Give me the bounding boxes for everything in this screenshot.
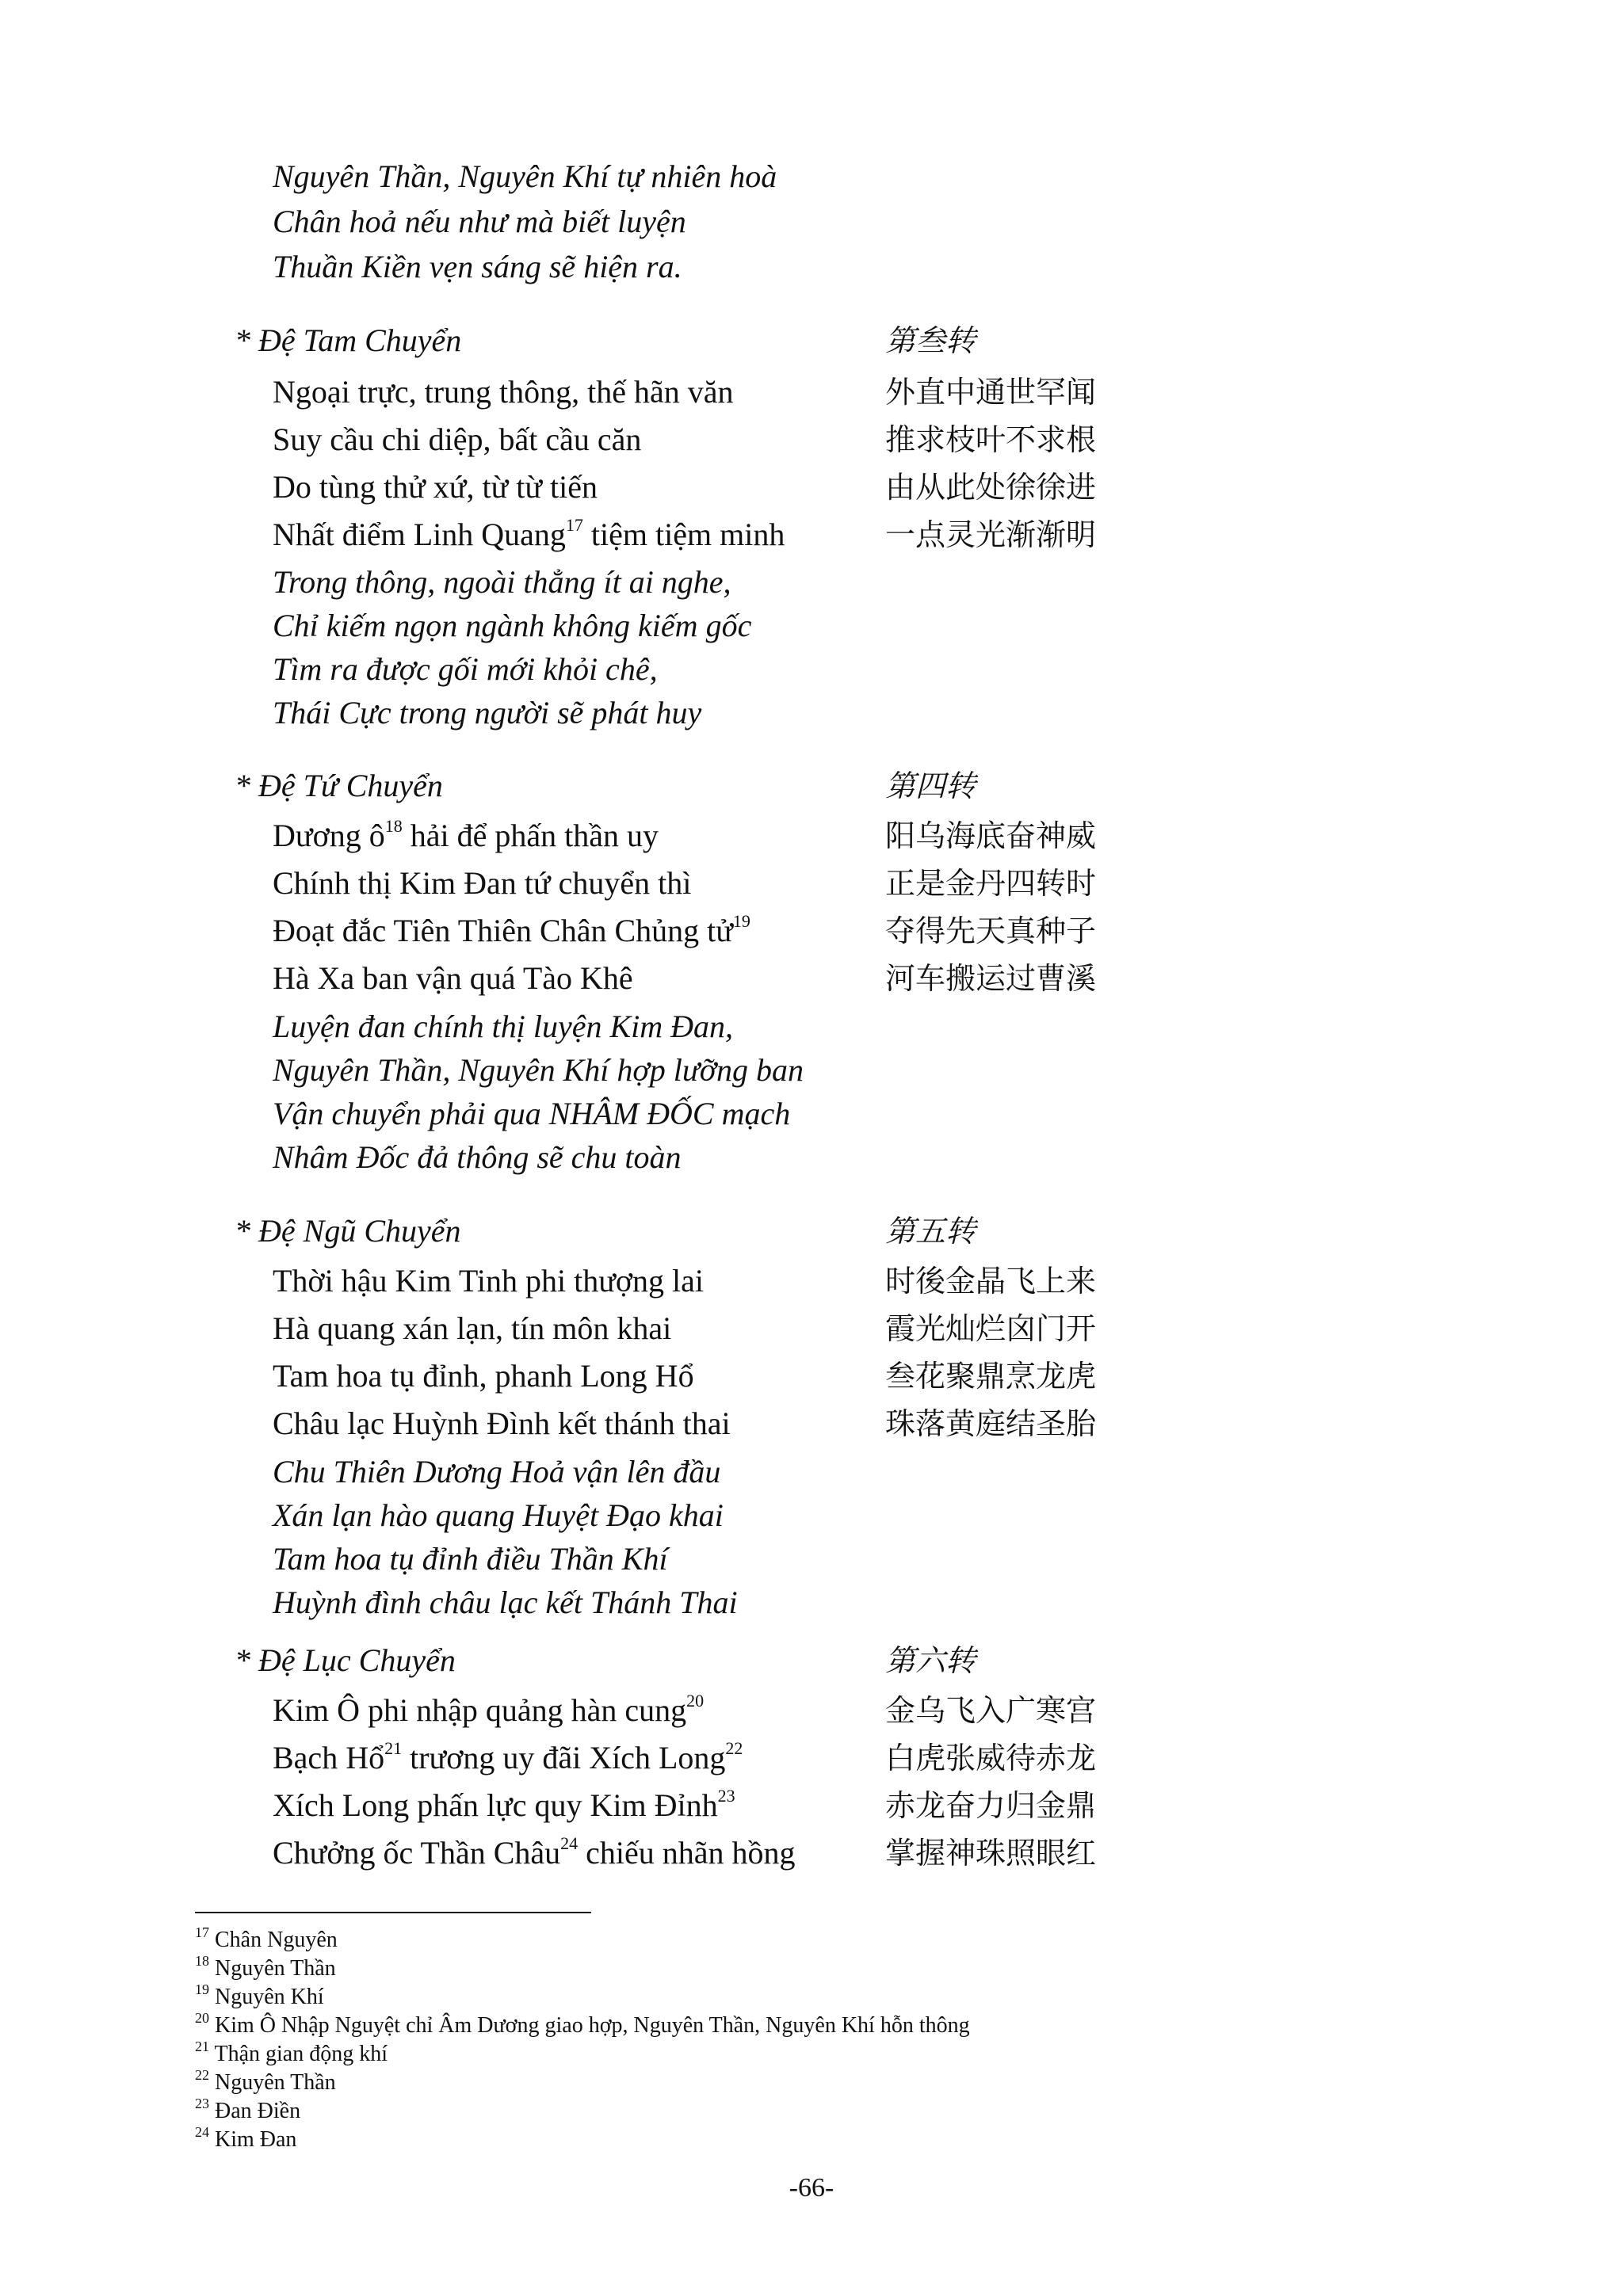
section-heading: * Đệ Ngũ Chuyển: [235, 1213, 461, 1249]
poem-line: Thái Cực trong người sẽ phát huy: [273, 695, 702, 730]
poem-line: Tam hoa tụ đỉnh, phanh Long Hổ: [273, 1358, 694, 1394]
poem-line: Chưởng ốc Thần Châu$^{24}$ chiếu nhãn hồng: [273, 1833, 796, 1871]
footnote-ref: 23: [717, 1785, 735, 1806]
han-heading: 第六转: [885, 1643, 976, 1678]
footnote: $^{18}$ Nguyên Thần: [195, 1952, 336, 1981]
han-line: 时後金晶飞上来: [885, 1264, 1097, 1299]
footnote-ref: 17: [565, 514, 583, 535]
footnote-ref: 24: [560, 1833, 579, 1853]
poem-line: Xích Long phấn lực quy Kim Đỉnh$^{23}$: [273, 1785, 735, 1823]
section-heading: * Đệ Lục Chuyển: [235, 1642, 456, 1678]
poem-line: Tam hoa tụ đỉnh điều Thần Khí: [273, 1541, 668, 1577]
poem-line: Ngoại trực, trung thông, thế hãn văn: [273, 374, 734, 410]
poem-line: Vận chuyển phải qua NHÂM ĐỐC mạch: [273, 1096, 791, 1131]
poem-line: Kim Ô phi nhập quảng hàn cung$^{20}$: [273, 1690, 705, 1728]
han-heading: 第叁转: [885, 323, 976, 358]
poem-line: Nhâm Đốc đả thông sẽ chu toàn: [273, 1139, 682, 1175]
poem-line: Bạch Hổ$^{21}$ trương uy đãi Xích Long$^{22}$: [273, 1737, 743, 1775]
poem-line: Đoạt đắc Tiên Thiên Chân Chủng tử$^{19}$: [273, 910, 750, 948]
han-line: 一点灵光渐渐明: [885, 517, 1097, 552]
han-line: 珠落黄庭结圣胎: [885, 1406, 1097, 1441]
footnote: $^{19}$ Nguyên Khí: [195, 1981, 324, 2009]
section-heading: * Đệ Tam Chuyển: [235, 322, 462, 358]
han-line: 推求枝叶不求根: [885, 422, 1097, 457]
poem-line: Thuần Kiền vẹn sáng sẽ hiện ra.: [273, 249, 682, 284]
footnote-ref: 20: [686, 1690, 705, 1711]
footnote: $^{21}$ Thận gian động khí: [195, 2038, 388, 2066]
poem-line: Dương $ô^{18}$ hải để phấn thần uy: [273, 815, 659, 853]
footnote: $^{22}$ Nguyên Thần: [195, 2066, 336, 2095]
footnote: $^{24}$ Kim Đan: [195, 2123, 297, 2152]
han-line: 夺得先天真种子: [885, 913, 1097, 948]
section-heading: * Đệ Tứ Chuyển: [235, 768, 443, 803]
footnote: $^{17}$ Chân Nguyên: [195, 1924, 338, 1952]
han-line: 金乌飞入广寒宫: [885, 1693, 1097, 1728]
poem-line: Chỉ kiếm ngọn ngành không kiếm gốc: [273, 608, 752, 643]
poem-line: Luyện đan chính thị luyện Kim Đan,: [273, 1009, 734, 1044]
footnote-ref: 19: [732, 910, 750, 931]
poem-line: Xán lạn hào quang Huyệt Đạo khai: [273, 1497, 724, 1533]
han-heading: 第四转: [885, 769, 976, 803]
poem-line: Do tùng thử xứ, từ từ tiến: [273, 469, 598, 505]
footnote: $^{23}$ Đan Điền: [195, 2095, 301, 2123]
footnote: $^{20}$ Kim Ô Nhập Nguyệt chỉ Âm Dương giao hợp, Nguyên Thần, Nguyên Khí hỗn thông: [195, 2009, 970, 2038]
poem-line: Hà quang xán lạn, tín môn khai: [273, 1310, 672, 1346]
poem-line: Chu Thiên Dương Hoả vận lên đầu: [273, 1454, 721, 1489]
han-heading: 第五转: [885, 1214, 976, 1249]
han-line: 叁花聚鼎烹龙虎: [885, 1359, 1097, 1394]
poem-line: Châu lạc Huỳnh Đình kết thánh thai: [273, 1405, 731, 1441]
han-line: 外直中通世罕闻: [885, 375, 1097, 410]
footnote-ref: 21: [384, 1737, 403, 1758]
poem-line: Suy cầu chi diệp, bất cầu căn: [273, 421, 642, 457]
footnote-ref: 22: [725, 1737, 743, 1758]
han-line: 霞光灿烂囟门开: [885, 1311, 1097, 1346]
han-line: 由从此处徐徐进: [885, 470, 1097, 505]
footnote-divider: [195, 1912, 591, 1913]
poem-line: Chân hoả nếu như mà biết luyện: [273, 204, 686, 239]
han-line: 掌握神珠照眼红: [885, 1836, 1097, 1871]
han-line: 河车搬运过曹溪: [885, 961, 1097, 996]
poem-line: Tìm ra được gối mới khỏi chê,: [273, 651, 658, 687]
poem-line: Nguyên Thần, Nguyên Khí tự nhiên hoà: [273, 158, 777, 194]
poem-line: Thời hậu Kim Tinh phi thượng lai: [273, 1263, 705, 1299]
poem-line: Nguyên Thần, Nguyên Khí hợp lưỡng ban: [273, 1052, 804, 1088]
han-line: 阳乌海底奋神威: [885, 818, 1097, 853]
poem-line: Nhất điểm Linh Quang$^{17}$ tiệm tiệm minh: [273, 514, 785, 552]
page-number: -66-: [789, 2173, 834, 2203]
poem-line: Chính thị Kim Đan tứ chuyển thì: [273, 865, 692, 901]
footnote-ref: 18: [384, 815, 403, 836]
han-line: 赤龙奋力归金鼎: [885, 1788, 1097, 1823]
poem-line: Trong thông, ngoài thẳng ít ai nghe,: [273, 564, 731, 600]
han-line: 正是金丹四转时: [885, 866, 1097, 901]
poem-line: Hà Xa ban vận quá Tào Khê: [273, 960, 633, 996]
han-line: 白虎张威待赤龙: [885, 1741, 1097, 1775]
poem-line: Huỳnh đình châu lạc kết Thánh Thai: [273, 1585, 738, 1620]
